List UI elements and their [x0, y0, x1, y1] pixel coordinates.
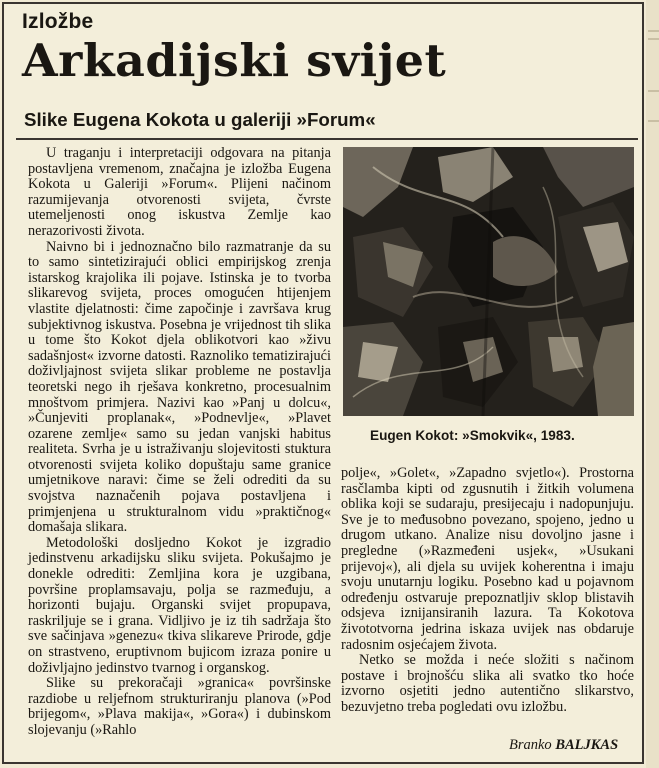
newspaper-clipping [2, 2, 644, 764]
article-title: Arkadijski svijet [22, 34, 447, 87]
paragraph: U traganju i interpretaciji odgovara na pitanja postavljena vremenom, značajna je izložba Eugena Kokota u Galeriji »Forum«. Plijeni načinom razumijevanja otvorenosti svijeta, čvrste utemeljenosti onog iskustva Zemlje kao nerazorivosti života. [28, 145, 331, 239]
article-column-left [28, 146, 331, 739]
section-kicker: Izložbe [22, 10, 94, 33]
artwork-photo [343, 147, 634, 416]
photo-caption: Eugen Kokot: »Smokvik«, 1983. [370, 428, 575, 443]
author-first-name: Branko [509, 737, 552, 753]
adjacent-page-edge [646, 0, 659, 768]
author-last-name: BALJKAS [555, 737, 619, 753]
painting-image [343, 147, 634, 416]
paragraph: Metodološki dosljedno Kokot je izgradio jedinstvenu arkadijsku sliku svijeta. Pokušajmo je donekle odrediti: Zemljina kora je uzgibana, površine proplamsavaju, polja se razmeđuju, a horizonti bujaju. Organski svijet propupava, raskriljuje se i grana. Vidljivo je iz tih sadržaja što sve sačinjava »genezu« tkiva slikareve Prirode, gdje on strastveno, eruptivnom bujicom izraza ponire u doživljajno jedinstvo tvarnog i organskog. [28, 534, 331, 676]
article-subtitle: Slike Eugena Kokota u galeriji »Forum« [24, 110, 376, 130]
paragraph: Naivno bi i jednoznačno bilo razmatranje da su to samo sintetizirajući oblici empirijskog zrenja istarskog krajolika ili pojave. Istinska je to tvorba slikarevog svijeta, proces omogućen htijenjem vlastite djelatnosti: čime započinje i završava krug subjektivnog iskustva. Posebna je vrijednost tih slika u tome što Kokot djela oblikotvori kao »živu sadašnjost« izvorne datosti. Raznoliko tematizirajući doživljajnost svijeta slikar probleme ne postavlja teoretski nego ih rješava konkretno, procesualnim mnoštvom primjera. Nazivi kao »Panj u dolcu«, »Čunjeviti proplanak«, »Podnevlje«, »Plavet ozarene zemlje« samo su jedan vanjski habitus realiteta. Svrha je u istraživanju slojevitosti stuktura otvorenosti svijeta koliko dopuštaju same granice umjetnikove naravi: čime se želi odrediti da su svojstva naznačenih pojava postavljena i primjenjena u strukturalnom vidu »praktičnog« domašaja slikara. [28, 238, 331, 536]
author-byline [509, 737, 618, 754]
paragraph: Slike su prekoračaji »granica« površinske razdiobe u reljefnom strukturiranju planova (»Pod brijegom«, »Plava makija«, »Gora«) i dubinskom slojevanju (»Rahlo [28, 675, 331, 738]
paragraph: Netko se možda i neće složiti s načinom postave i brojnošću slika ali svatko tko hoće izvorno osjetiti jedno autentično slikarstvo, bezuvjetno treba pogledati ovu izložbu. [341, 652, 634, 715]
header-rule [16, 138, 638, 140]
article-column-right [341, 466, 634, 716]
paragraph: polje«, »Golet«, »Zapadno svjetlo«). Prostorna rasčlamba kipti od zgusnutih i žitkih volumena oblika koji se sudaraju, presijecaju i nadopunjuju. Sve je to međusobno povezano, spojeno, jedno u drugom utkano. Analize nisu dovoljno jasne i pregledne (»Razmeđeni usjek«, »Usukani prijevoj«), ali djela su uvijek koherentna i imaju svoju unutarnju logiku. Posebno kad u pojavnom određenju ostvaruje prepoznatljiv sklop blistavih odsjeva iznijansiranih lazura. Ta Kokotova živototvorna jedrina iskaza uvijek nas obdaruje radosnim osjećajem života. [341, 465, 634, 653]
